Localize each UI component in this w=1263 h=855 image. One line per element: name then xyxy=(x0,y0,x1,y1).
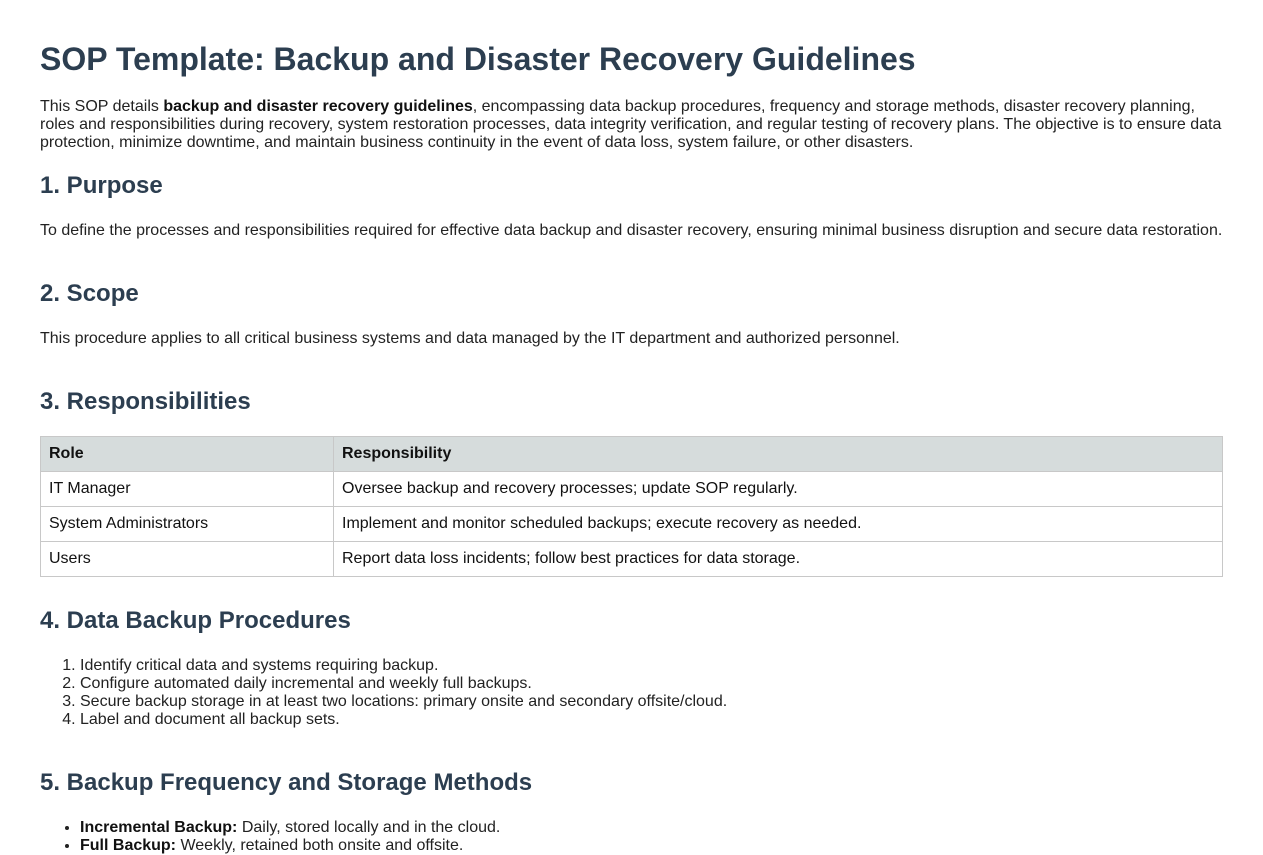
column-header-role: Role xyxy=(41,437,334,472)
frequency-heading: 5. Backup Frequency and Storage Methods xyxy=(40,769,533,796)
column-header-responsibility: Responsibility xyxy=(334,437,1223,472)
role-cell: IT Manager xyxy=(41,472,334,507)
responsibility-cell: Implement and monitor scheduled backups; execute recovery as needed. xyxy=(334,507,1223,542)
page-title: SOP Template: Backup and Disaster Recovery Guidelines xyxy=(40,41,916,77)
procedures-list xyxy=(40,657,1223,729)
list-item: 2. Configure automated daily incremental and weekly full backups. xyxy=(80,675,1223,693)
scope-heading: 2. Scope xyxy=(40,280,139,307)
list-item: 3. Secure backup storage in at least two locations: primary onsite and secondary offsite/cloud. xyxy=(80,693,1223,711)
item-label: Full Backup: xyxy=(80,837,177,854)
responsibility-cell: Report data loss incidents; follow best practices for data storage. xyxy=(334,542,1223,577)
list-item: 1. Identify critical data and systems requiring backup. xyxy=(80,657,1223,675)
responsibilities-table xyxy=(40,436,1223,577)
intro-paragraph xyxy=(40,98,1223,152)
item-text: Weekly, retained both onsite and offsite. xyxy=(176,837,464,854)
list-item xyxy=(80,819,1223,837)
table-row xyxy=(41,507,1223,542)
intro-suffix: , encompassing data backup procedures, frequency and storage methods, disaster recovery planning, roles and responsibilities during recovery, system restoration processes, data integrity verification, and regular testing of recovery plans. The objective is to ensure data protection, minimize downtime, and maintain business continuity in the event of data loss, system failure, or other disasters. xyxy=(40,98,1222,151)
frequency-list xyxy=(40,819,1223,855)
list-item: 4. Label and document all backup sets. xyxy=(80,711,1223,729)
purpose-text: To define the processes and responsibilities required for effective data backup and disaster recovery, ensuring minimal business disruption and secure data restoration. xyxy=(40,222,1223,239)
responsibilities-heading: 3. Responsibilities xyxy=(40,388,251,415)
role-cell: Users xyxy=(41,542,334,577)
role-cell: System Administrators xyxy=(41,507,334,542)
list-item xyxy=(80,837,1223,855)
procedures-heading: 4. Data Backup Procedures xyxy=(40,607,351,634)
responsibility-cell: Oversee backup and recovery processes; update SOP regularly. xyxy=(334,472,1223,507)
table-row xyxy=(41,542,1223,577)
table-header-row xyxy=(41,437,1223,472)
table-row xyxy=(41,472,1223,507)
purpose-heading: 1. Purpose xyxy=(40,172,163,199)
item-label: Incremental Backup: xyxy=(80,819,238,836)
scope-text: This procedure applies to all critical business systems and data managed by the IT department and authorized personnel. xyxy=(40,330,900,347)
intro-prefix: This SOP details xyxy=(40,98,164,115)
intro-bold: backup and disaster recovery guidelines xyxy=(163,98,473,115)
item-text: Daily, stored locally and in the cloud. xyxy=(237,819,501,836)
